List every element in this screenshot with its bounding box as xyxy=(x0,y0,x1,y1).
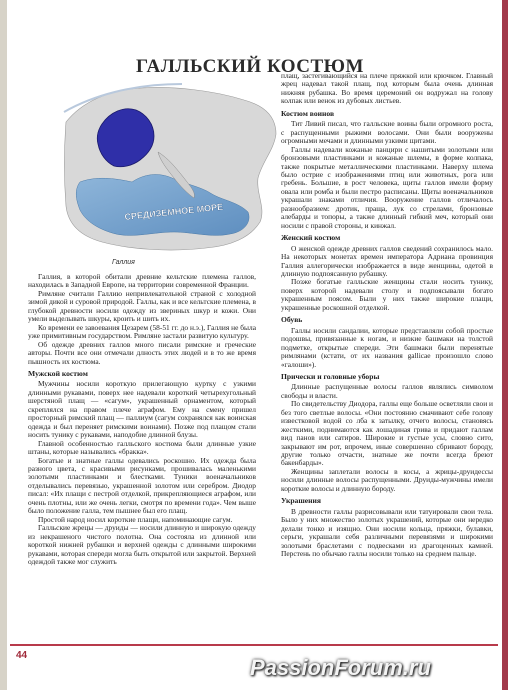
section-heading-shoes: Обувь xyxy=(281,315,303,325)
paragraph: Позже богатые галльские женщины стали носить тунику, поверх которой надевали столу и подпоясывали богато украшенным поясом. Были у них также широкие плащи, украшенные роскошной отделкой. xyxy=(281,277,493,312)
paragraph: По свидетельству Диодора, галлы еще больше осветляли свои и без того светлые волосы. «Они постоянно смачивают себе голову известковой водой со лба к затылку, отчего волосы, становясь жесткими, поднимаются как лошадиная грива и придают галлам вид панов или сатиров. Широкие и густые усы, словно сито, закрывают им рот, впрочем, иные совершенно сбривают бороду, другие только отчасти, знатные же почти всегда бреют бакенбарды». xyxy=(281,399,493,468)
watermark: PassionForum.ru xyxy=(250,655,431,680)
paragraph: О женской одежде древних галлов сведений сохранилось мало. На некоторых монетах времен императора Адриана провинция Галлия аллегорически изображается в виде женщины, одетой в длинную подпоясанную рубашку. xyxy=(281,243,493,278)
paragraph: Главной особенностью галльского костюма были длинные узкие штаны, которые назывались «бракка». xyxy=(28,438,256,457)
paragraph: Мужчины носили короткую прилегающую куртку с узкими длинными рукавами, поверх нее надевали короткий четырехугольный шерстяной плащ — «сагум», украшенный орнаментом, который скреплялся на правом плече аграфом. Ему на смену пришел просторный римский плащ — паллиум (сагум сохранялся как воинская одежда и был переняет римскими воинами). Позже под плащом стали носить тунику с рукавами, наподобие длинной блузы. xyxy=(28,379,256,440)
section-heading-jewelry: Украшения xyxy=(281,496,321,506)
paragraph: Богатые и знатные галлы одевались роскошно. Их одежда была разного цвета, с красивыми рисунками, прошивалась маленькими золотыми пластинками и блестками. Туники военачальников отделывались перевязью, украшенной золотом или серебром. Диодор писал: «Их плащи с пестрой отделкой, прикрепляющиеся аграфом, или очень плотны, или же очень легки, смотря по времени года». Чем выше было положение галла, тем пышнее был его плащ. xyxy=(28,455,256,516)
page-title: ГАЛЛЬСКИЙ КОСТЮМ xyxy=(136,55,364,77)
paragraph: плащ, застегивающийся на плече пряжкой или крючком. Главный жрец надевал такой плащ, под которым была очень длинная нижняя рубашка. Во время церемоний он водружал на голову колпак или венок из дубовых листьев. xyxy=(281,72,493,106)
paragraph: Тит Ливий писал, что галльские воины были огромного роста, с распущенными рыжими волосами. Они были вооружены огромными мечами и длинными узкими щитами. xyxy=(281,119,493,146)
paragraph: Галльские жрецы — друиды — носили длинную и широкую одежду из некрашеного чистого полотна. Она состояла из длинной или короткой нижней рубашки и верхней одежды с длинными широкими рукавами, которая спереди могла быть открытой или закрытой. Верхней одеждой также мог служить xyxy=(28,523,256,566)
paragraph: Галлы надевали кожаные панцири с нашитыми золотыми или бронзовыми пластинками и кожаные шлемы, в форме колпака, также покрытые металлическими пластинками. Наверху шлема было острие с изображениями птиц или животных, рога или гребень. Большие, в рост человека, щиты галлов имели форму овала или ромба и были пестро расписаны. Щиты военачальников украшали знаками отличия. Вооружение галлов отличалось разнообразием: дротик, праща, лук со стрелами, бронзовые алебарды и топоры, а также длинный гибкий меч, который они носили с правой стороны, и кинжал. xyxy=(281,144,493,230)
page-number: 44 xyxy=(16,650,28,661)
page-bottom-rule xyxy=(10,644,498,646)
section-heading-hair: Прически и головные уборы xyxy=(281,371,380,381)
paragraph: Римляне считали Галлию непривлекательной страной с холодной зимой дикой и суровой природой. Галлы, как и все кельтские племена, в глубокой древности носили одежду из звериных шкур и кожи. Они умели выделывать шкуры, кроить и шить их. xyxy=(28,288,256,324)
paragraph: Об одежде древних галлов много писали римские и греческие авторы. Почти все они отмечали длность этих людей и в то же время пышность их костюма. xyxy=(28,339,256,366)
paragraph: В древности галлы разрисовывали или татуировали свои тела. Было у них множество золотых украшений, которые они нередко делали тонко и изящно. Они носили кольца, пряжки, булавки, серьги, украшали себя различными перевязями и широкими золотыми браслетами с подвесками из драгоценных камней. Перстень по обычаю галлы носили только на среднем пальце. xyxy=(281,506,493,559)
sea-label: СРЕДИЗЕМНОЕ МОРЕ xyxy=(123,201,224,222)
section-heading-mens: Мужской костюм xyxy=(28,368,88,378)
paragraph: Ко времени ее завоевания Цезарем (58-51 гг. до н.э.), Галлия не была уже примитивным государством. Римляне застали развитую культуру. xyxy=(28,322,256,341)
paragraph: Женщины заплетали волосы в косы, а жрицы-друидессы носили длинные волосы распущенными. Друиды-мужчины имели короткие волосы и длинную бороду. xyxy=(281,466,493,493)
paragraph: Галлы носили сандалии, которые представляли собой простые подошвы, привязанные к ногам, и низкие башмаки на толстой подметке, открытые спереди. Эти башмаки были перенятые римлянами (кстати, от их названия gallicae произошло слово «галоши»). xyxy=(281,325,493,369)
paragraph: Длинные распущенные волосы галлов являлись символом свободы и власти. xyxy=(281,382,493,400)
section-heading-womens: Женский костюм xyxy=(281,233,341,243)
paragraph: Простой народ носил короткие плащи, напоминающие сагум. xyxy=(38,514,233,524)
section-heading-warriors: Костюм воинов xyxy=(281,108,335,118)
paragraph: Галлия, в которой обитали древние кельтские племена галлов, находилась в Западной Европе, на территории современной Франции. xyxy=(28,273,256,290)
gaul-map xyxy=(62,82,280,254)
right-column xyxy=(281,72,493,640)
map-caption: Галлия xyxy=(112,259,135,266)
left-column xyxy=(28,273,256,643)
